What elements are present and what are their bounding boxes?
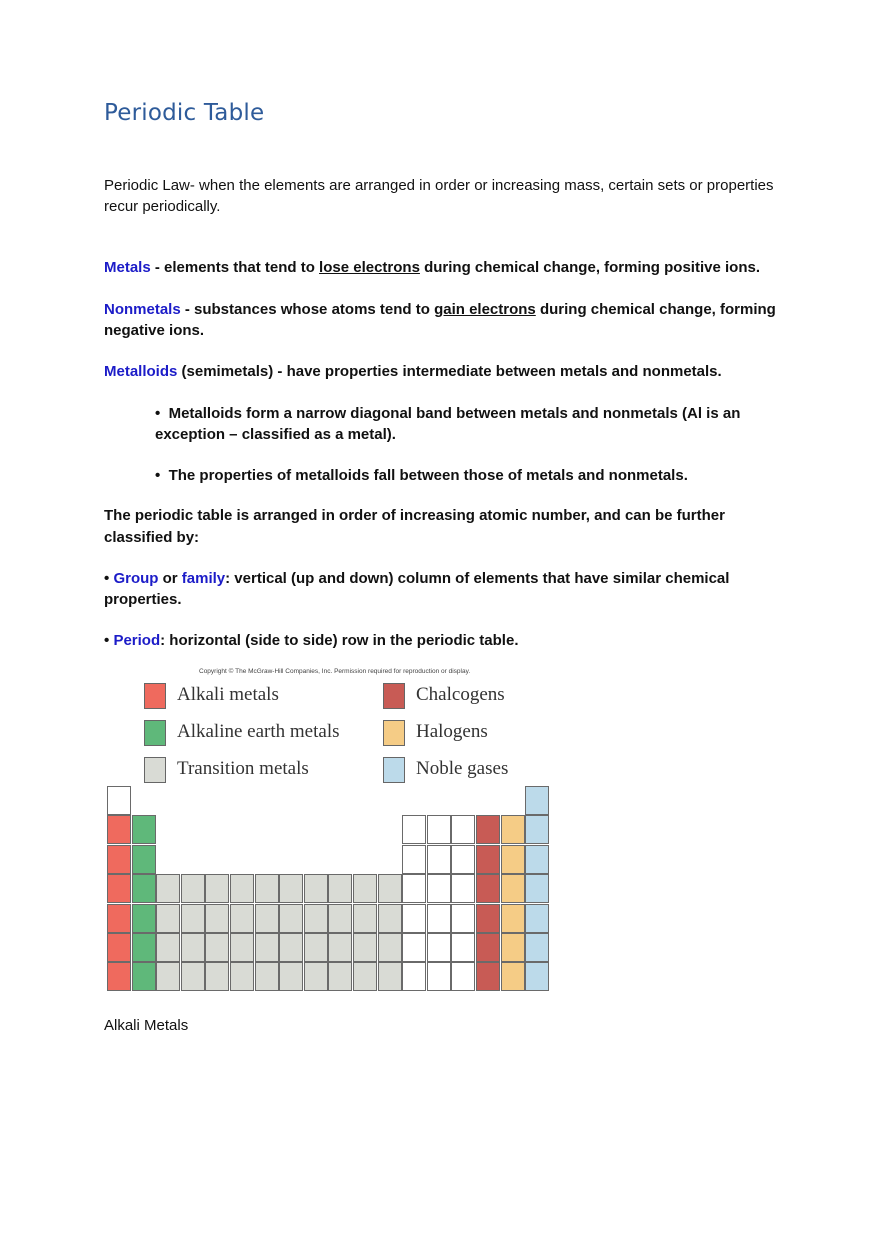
legend-swatch-alkaline-earth-metals	[144, 720, 166, 746]
element-cell	[451, 962, 475, 991]
element-cell	[378, 962, 402, 991]
element-cell	[328, 962, 352, 991]
element-cell	[525, 904, 549, 933]
element-cell	[279, 874, 303, 903]
element-cell	[378, 874, 402, 903]
metalloids-text: (semimetals) - have properties intermediate between metals and nonmetals.	[177, 363, 722, 380]
element-cell	[525, 874, 549, 903]
element-cell	[427, 962, 451, 991]
metals-definition	[104, 257, 784, 278]
group-term: Group	[113, 570, 159, 587]
element-cell	[181, 874, 205, 903]
metalloids-bullet-2-text: The properties of metalloids fall between those of metals and nonmetals.	[168, 467, 688, 484]
element-cell	[205, 874, 229, 903]
element-cell	[328, 874, 352, 903]
nonmetals-definition	[104, 299, 784, 341]
metalloids-definition	[104, 361, 784, 382]
metals-underline: lose electrons	[319, 259, 420, 276]
element-cell	[304, 962, 328, 991]
nonmetals-text-b: during chemical change, forming negative ions.	[104, 301, 776, 339]
element-cell	[501, 962, 525, 991]
element-cell	[402, 962, 426, 991]
element-cell	[402, 874, 426, 903]
element-cell	[181, 962, 205, 991]
legend-label-transition-metals: Transition metals	[177, 758, 309, 779]
group-text: : vertical (up and down) column of elements that have similar chemical properties.	[104, 570, 730, 608]
metals-text-a: - elements that tend to	[150, 259, 320, 276]
nonmetals-term: Nonmetals	[104, 301, 181, 318]
element-cell	[476, 815, 500, 844]
element-cell	[107, 904, 131, 933]
element-cell	[525, 786, 549, 815]
periodic-law-paragraph: Periodic Law- when the elements are arranged in order or increasing mass, certain sets or properties recur periodically.	[104, 177, 774, 215]
element-cell	[476, 874, 500, 903]
element-cell	[353, 874, 377, 903]
element-cell	[230, 874, 254, 903]
metalloids-bullet-1: • Metalloids form a narrow diagonal band between metals and nonmetals (Al is an exception – classified as a metal).	[155, 405, 741, 443]
nonmetals-text-a: - substances whose atoms tend to	[180, 301, 435, 318]
period-bullet: •	[104, 632, 110, 649]
element-cell	[427, 815, 451, 844]
element-cell	[255, 904, 279, 933]
element-cell	[328, 933, 352, 962]
legend-label-halogens: Halogens	[416, 721, 488, 742]
element-cell	[132, 904, 156, 933]
group-or: or	[158, 570, 182, 587]
element-cell	[304, 874, 328, 903]
element-cell	[132, 962, 156, 991]
element-cell	[427, 904, 451, 933]
legend-label-chalcogens: Chalcogens	[416, 684, 505, 705]
element-cell	[378, 933, 402, 962]
element-cell	[353, 904, 377, 933]
element-cell	[451, 815, 475, 844]
element-cell	[501, 874, 525, 903]
legend-label-noble-gases: Noble gases	[416, 758, 509, 779]
element-cell	[107, 962, 131, 991]
element-cell	[476, 933, 500, 962]
element-cell	[328, 904, 352, 933]
element-cell	[132, 933, 156, 962]
element-cell	[402, 845, 426, 874]
element-cell	[304, 904, 328, 933]
element-cell	[230, 962, 254, 991]
legend-swatch-noble-gases	[383, 757, 405, 783]
element-cell	[525, 815, 549, 844]
metalloids-term: Metalloids	[104, 363, 178, 380]
legend-swatch-halogens	[383, 720, 405, 746]
element-cell	[476, 845, 500, 874]
element-cell	[402, 904, 426, 933]
element-cell	[427, 874, 451, 903]
periodic-table-figure	[104, 665, 556, 995]
element-cell	[107, 933, 131, 962]
metals-term: Metals	[104, 259, 151, 276]
legend-swatch-transition-metals	[144, 757, 166, 783]
classification-paragraph: The periodic table is arranged in order of increasing atomic number, and can be further classified by:	[104, 507, 725, 546]
legend-swatch-alkali-metals	[144, 683, 166, 709]
metalloids-bullet-1-text: Metalloids form a narrow diagonal band between metals and nonmetals (Al is an exception – classified as a metal).	[155, 405, 741, 443]
element-cell	[279, 962, 303, 991]
element-cell	[525, 933, 549, 962]
group-definition	[104, 568, 784, 610]
element-cell	[156, 904, 180, 933]
element-cell	[156, 962, 180, 991]
element-cell	[402, 933, 426, 962]
element-cell	[255, 933, 279, 962]
page-title: Periodic Table	[104, 100, 265, 126]
element-cell	[476, 904, 500, 933]
period-text: : horizontal (side to side) row in the periodic table.	[160, 632, 519, 649]
element-cell	[156, 933, 180, 962]
element-cell	[107, 815, 131, 844]
element-cell	[451, 845, 475, 874]
element-cell	[501, 904, 525, 933]
nonmetals-underline: gain electrons	[434, 301, 536, 318]
element-cell	[525, 845, 549, 874]
element-cell	[353, 962, 377, 991]
element-cell	[132, 845, 156, 874]
metals-text-b: during chemical change, forming positive ions.	[419, 259, 760, 276]
element-cell	[230, 933, 254, 962]
element-cell	[451, 874, 475, 903]
caption-alkali-metals: Alkali Metals	[104, 1017, 189, 1034]
element-cell	[476, 962, 500, 991]
element-cell	[353, 933, 377, 962]
element-cell	[107, 786, 131, 815]
element-cell	[402, 815, 426, 844]
element-cell	[279, 904, 303, 933]
element-cell	[132, 874, 156, 903]
element-cell	[279, 933, 303, 962]
legend-label-alkali-metals: Alkali metals	[177, 684, 279, 705]
element-cell	[255, 962, 279, 991]
element-cell	[181, 933, 205, 962]
figure-copyright: Copyright © The McGraw-Hill Companies, Inc. Permission required for reproduction or display.	[199, 668, 471, 675]
element-cell	[132, 815, 156, 844]
element-cell	[255, 874, 279, 903]
family-term: family	[181, 570, 226, 587]
element-cell	[205, 904, 229, 933]
element-cell	[451, 904, 475, 933]
element-cell	[501, 845, 525, 874]
element-cell	[156, 874, 180, 903]
element-cell	[451, 933, 475, 962]
element-cell	[205, 962, 229, 991]
element-cell	[501, 815, 525, 844]
legend-swatch-chalcogens	[383, 683, 405, 709]
period-definition	[104, 630, 784, 651]
element-cell	[107, 874, 131, 903]
element-cell	[181, 904, 205, 933]
element-cell	[427, 845, 451, 874]
element-cell	[304, 933, 328, 962]
element-cell	[205, 933, 229, 962]
element-cell	[427, 933, 451, 962]
element-cell	[230, 904, 254, 933]
element-cell	[107, 845, 131, 874]
group-bullet: •	[104, 570, 110, 587]
legend-label-alkaline-earth-metals: Alkaline earth metals	[177, 721, 340, 742]
element-cell	[525, 962, 549, 991]
element-cell	[378, 904, 402, 933]
element-cell	[501, 933, 525, 962]
period-term: Period	[113, 632, 161, 649]
metalloids-bullet-2: • The properties of metalloids fall between those of metals and nonmetals.	[155, 467, 688, 484]
